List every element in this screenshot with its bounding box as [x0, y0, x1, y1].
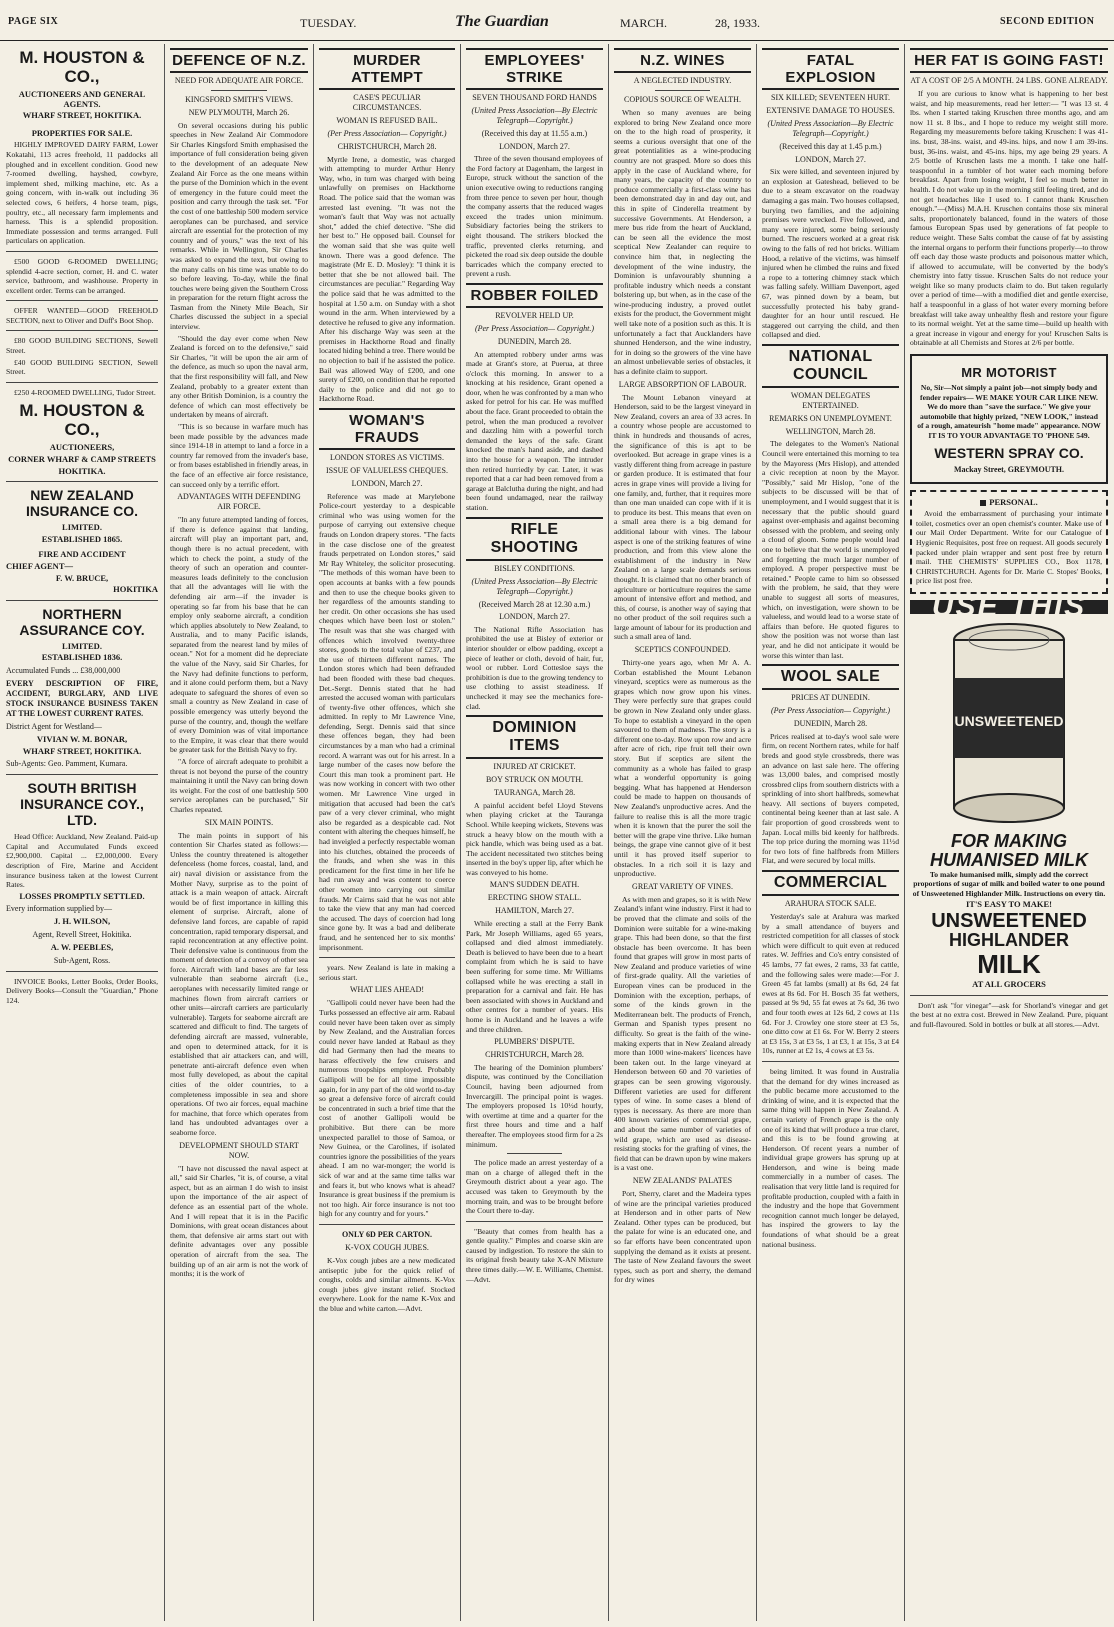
column-rule — [164, 44, 165, 1621]
defence-continued: years. New Zealand is late in making a serious start. — [319, 963, 455, 982]
section-40-ad: £40 GOOD BUILDING SECTION, Sewell Street. — [6, 357, 158, 377]
personal-headline — [916, 498, 1102, 508]
frauds-body: Reference was made at Marylebone Police-court yesterday to a despicable criminal who was using women for the purpose of carrying out extensive cheque frauds on London drapery stores. "The facts in the case disclose one of the greatest frauds perpetrated on London stores," said Mr Ray Whiteley, the solicitor prosecuting. "The methods of this woman have been to open accounts at banks with a few pounds and then to use the cheque books given to her regardless of the amounts standing to her credit. On other occasions she has used cheques which have been lost or stolen." The result was that she was charged with offences which involved twenty-three stores, goods to the total value of £237, and the use of thirteen different names. The London stores which had been defrauded had been flooded with these bad cheques. Det.-Sergt. Dennis stated that he had arrested the accused woman with particulars of twenty-five other offences, which she admitted. In reply to Mr Lawrence Vine, defending, Sergt. Dennis said that since these offences began, they had been circumstances by a man who had a criminal record. A warrant was out for his arrest. In a large number of the cases now before the Court this man took a prominent part. He was now working in concert with two other women. Mr Lawrence Vine urged in mitigation that accused had been the cat's paw of a very clever criminal, who might also be regarded as a despicable cad. Not content with altering the cheques himself, he had inveigled a perfectly respectable woman into his clutches, obtained the proceeds of the frauds, and when she was in this predicament for the first time in her life he had run away and was content to coerce other women into carrying out similar frauds. Mr Cairns said that he was not able to take the view that any man had coerced the accused. The days of coercion had long since gone by. It was a bad and deliberate fraud, and he sentenced her to six months' imprisonment. — [319, 491, 455, 952]
murder-subhead: CASE'S PECULIAR CIRCUMSTANCES. — [352, 93, 422, 112]
commercial-headline: COMMERCIAL — [762, 870, 899, 896]
south-british-name: SOUTH BRITISH INSURANCE COY., LTD. — [20, 780, 144, 829]
wines-subhead-4: SCEPTICS CONFOUNDED. — [634, 645, 731, 655]
frauds-dateline: LONDON, March 27. — [351, 479, 423, 489]
accumulated-funds: Accumulated Funds ... £38,000,000 — [6, 665, 121, 675]
chief-agent-name: F. W. BRUCE, — [55, 572, 109, 583]
nz-insurance-established: ESTABLISHED 1865. — [41, 533, 123, 544]
column-1-ads — [6, 44, 158, 1621]
wilson-name: J. H. WILSON, — [53, 916, 111, 927]
frauds-headline: WOMAN'S FRAUDS — [319, 408, 455, 450]
defence-continued: "Gallipoli could never have been had the Turks possessed an effective air arm. Rabaul could never have been taken over as simply by New Zealand, and the Australian forces could never have landed at Rabaul as they did had Germany then had the means to harass effectively the few cruisers and numerous troopships employed. Probably Gallipoli will be for all time impossible again, for in any part of the old world to-day so great a defensive force of aircraft could be concentrated in such a brief time that the cost of another Gallipoli would be prohibitive. But there can be more unexpected parallel to those of Samoa, or New Guinea, or the Carolines, if isolated countries ignore the possibilities of the years ahead. I am no war-monger; the world is sick of war and at the same time talks war and fears it, but who knows what is ahead? Insurance is great business if the premium is not too high. Air force insurance is not too high for any country and for yours." — [319, 998, 455, 1219]
milk-tin-illustration — [944, 618, 1074, 828]
dominion-dateline: TAURANGA, March 28. — [493, 788, 576, 798]
defence-subhead: NEED FOR ADEQUATE AIR FORCE. — [174, 76, 304, 85]
kvox-headline: ONLY 6D PER CARTON. — [341, 1229, 433, 1239]
column-3-murder — [319, 44, 455, 1621]
nz-insurance-limited: LIMITED. — [62, 522, 102, 533]
divider — [655, 90, 710, 91]
defence-subhead-2: KINGSFORD SMITH'S VIEWS. — [185, 95, 293, 104]
chief-agent-label: CHIEF AGENT— — [6, 561, 73, 571]
defence-body: "I have not discussed the naval aspect at all," said Sir Charles, "it is, of course, a vital aspect, but as an airman I do wish to insist upon the importance of the air aspect of defence as an essential part of the whole. And I will repeat that it is in the Pacific Dominions, with great ocean distances about them, that defensive air arms start out with definite advantages over any possible operation of aircraft from the sea. The building up of an air arm is not the work of months; it is the work of — [170, 1163, 308, 1279]
wines-subhead-5: GREAT VARIETY OF VINES. — [632, 881, 733, 891]
paper-title: The Guardian — [455, 13, 549, 30]
divider — [6, 330, 158, 331]
south-british-text: Head Office: Auckland, New Zealand. Paid-up Capital and Accumulated Funds exceed £2,900,000. Capital ... £2,000,000. Every description of Fire, Marine and Accident insurance business taken at the lowest Current Rates. — [6, 832, 158, 890]
dominion-body: A painful accident befel Lloyd Stevens when playing cricket at the Tauranga School. While keeping wickets, Stevens was struck a heavy blow on the mouth with a pick handle, which was being used as a bat. The accident necessitated two stitches being inserted in the boy's upper lip, after which he was conveyed to his home. — [466, 800, 603, 877]
dominion-body: The police made an arrest yesterday of a man on a charge of alleged theft in the Greymouth district about a year ago. The accused was taken to Greymouth by the morning train, and was to be brought before the Court there to-day. — [466, 1158, 603, 1216]
wool-headline: WOOL SALE — [762, 664, 899, 690]
dominion-subhead-5: PLUMBERS' DISPUTE. — [494, 1037, 575, 1047]
defence-subhead-3: ADVANTAGES WITH DEFENDING AIR FORCE. — [177, 492, 301, 512]
houston-firm-name: M. HOUSTON & CO., — [19, 48, 145, 86]
commercial-subhead: ARAHURA STOCK SALE. — [784, 899, 877, 909]
personal-headline-text: PERSONAL. — [989, 496, 1038, 507]
column-5-wines — [614, 44, 751, 1621]
dwelling-250-ad: £250 4-ROOMED DWELLING, Tudor Street. — [14, 387, 156, 397]
divider — [6, 481, 158, 482]
divider — [6, 774, 158, 775]
explosion-dateline: LONDON, March 27. — [795, 154, 866, 164]
frauds-subhead-2: ISSUE OF VALUELESS CHEQUES. — [326, 466, 448, 476]
divider — [910, 995, 1108, 996]
losses-settled: LOSSES PROMPTLY SETTLED. — [19, 890, 145, 901]
explosion-subhead-2: EXTENSIVE DAMAGE TO HOUSES. — [766, 106, 895, 115]
explosion-credit: (United Press Association—By Electric Telegraph—Copyright.) — [767, 119, 894, 138]
defence-body: "In any future attempted landing of forces, if there is defence against that landing, aircraft will play an important part, and, though there is no actual precedent, with which to check the point, a study of the theory of such an operation and counter-measures leads definitely to the conclusion that all the advantages will lie with the defending air arm—if the invader is operating so far from his base that he can employ only seaborne aircraft, a condition which applies absolutely to New Zealand, to Australia, and to many Pacific islands, separated from the nearest land by miles of ocean." Not for a moment did he depreciate the value of the Navy, said Sir Charles, for the Navy had definite functions to perform, and it alone could perform them, but a Navy adequate to safeguard the shores of even so small a country as New Zealand in case of possible emergency was utterly beyond the purse of the country, and, though the welfare of every Dominion was of vital importance to the Empire, it was clear that there would be greater task for the British Navy to fry. — [170, 515, 308, 755]
strike-received: (Received this day at 11.55 a.m.) — [481, 129, 588, 138]
divider — [507, 1153, 562, 1154]
defence-body: "Should the day ever come when New Zealand is forced on to the defensive," said Sir Charles, "it will be upon the air arm of the defence, as much so upon the naval arm, that the first responsibility will fall, and New Zealand, probably to a greater extent than any other British Dominion, is a country the defence of which can most effectively be undertaken by means of aircraft. — [170, 333, 308, 420]
column-2-defence — [170, 44, 308, 1621]
district-agent-address: WHARF STREET, HOKITIKA. — [22, 745, 142, 756]
motorist-headline: MR MOTORIST — [961, 365, 1057, 381]
strike-credit: (United Press Association—By Electric Telegraph—Copyright.) — [471, 106, 598, 125]
western-spray-address: Mackay Street, GREYMOUTH. — [953, 464, 1065, 474]
dominion-dateline-3: CHRISTCHURCH, March 28. — [485, 1050, 584, 1060]
northern-assurance-name: NORTHERN ASSURANCE COY. — [19, 605, 145, 638]
for-making-headline: FOR MAKING HUMANISED MILK — [930, 830, 1088, 870]
milk-tin-icon — [944, 618, 1074, 828]
murder-dateline: CHRISTCHURCH, March 28. — [337, 142, 437, 151]
nz-insurance-name: NEW ZEALAND INSURANCE CO. — [25, 487, 138, 520]
houston-firm-sub: AUCTIONEERS AND GENERAL AGENTS. — [18, 89, 146, 109]
square-bullet-icon — [980, 500, 986, 506]
divider — [6, 600, 158, 601]
district-agent-name: VIVIAN W. M. BONAR, — [36, 733, 128, 744]
explosion-received: (Received this day at 1.45 p.m.) — [779, 142, 882, 151]
motorist-body: No, Sir—Not simply a paint job—not simply body and fender repairs— WE MAKE YOUR CAR LIKE NEW. We do more than "save the surface." We give your automobile that highly prized, "NEW LOOK," instead of a rough, amateurish "home made" appearance. NOW IT IS TO YOUR ADVANTAGE TO 'PHONE 549. — [917, 383, 1101, 440]
explosion-subhead: SIX KILLED; SEVENTEEN HURT. — [771, 93, 890, 102]
kruschen-body: If you are curious to know what is happening to her best waist, and hip measurements, read her letter:— "I was 13 st. 4 lbs. when I started taking Kruschen three months ago, and am now 11 st. 8 lbs., and I hope to reduce my weight still more. Regarding my measurements before taking Kruschen: I was 41-ins. bust, 38-ins. waist, and 49-ins. hips, and now I am 39-ins. bust, 36-ins. waist, and 45-ins. hips, my age being 29 years. A 2/5 bottle of Kruschen lasts me a month. I take one half-teaspoonful in a tumbler of hot water each morning before breakfast. Apart from losing weight, I feel so much better in health. I do not wake up in the morning still feeling tired, and do not get headaches like I used to. I cannot thank Kruschen enough."—(Miss) M.A.H. Kruschen contains those six mineral salts, proportionately balanced, found in the waters of those famous European Spas used by generations of fat people to reduce weight. These Salts combat the cause of fat by assisting the internal organs to perform their functions properly—to throw off each day those waste products and poisonous matter which, if allowed to accumulate, will be converted by the body's chemistry into fatty tissue. Kruschen Salts do not reduce your weight like so many products claim to do. But taken regularly over a period of time—with a modified diet and gentle exercise, half a teaspoonful in a glass of hot water every morning before breakfast will take away unhealthy flesh and restore your figure to its normal weight. Yet at the same time—build up health with a great increase in vigour and energy for you! Kruschen Salts is obtainable at all Chemists and Stores at 2/6 per bottle. — [910, 89, 1108, 348]
robber-headline: ROBBER FOILED — [466, 283, 603, 308]
dominion-headline: DOMINION ITEMS — [466, 715, 603, 759]
murder-subhead-2: WOMAN IS REFUSED BAIL. — [336, 116, 438, 125]
dairy-farm-ad: HIGHLY IMPROVED DAIRY FARM, Lower Kokatahi, 113 acres freehold, 11 paddocks all ploughed and in excellent condition. Good new 7-roomed dwelling, hayshed, cowbyre, implement shed, milking machine, etc. As a going concern, with in-walk out including 36 selected cows, 6 heifers, 4 horse team, pigs, poultry, etc., all necessary farm implements and harness. This is a splendid proposition. Immediate possession and terms arranged. Full particulars on application. — [6, 140, 158, 246]
divider — [6, 382, 158, 383]
personal-body: Avoid the embarrassment of purchasing your intimate toilet, cosmetics over an open chemist's counter. Make use of our Mail Order Department. Write for our Catalogue of Hygienic Requisites, post free on request. All goods securely packed under plain wrapper and sent post free by return mail. THE CHEMISTS' SUPPLIES CO., Box 1178, CHRISTCHURCH. Agents for Dr. Marie C. Stopes' Books, price list post free. — [916, 509, 1102, 586]
strike-body: Three of the seven thousand employees of the Ford factory at Dagenham, the largest in Europe, struck without the sanction of the union executive owing to reductions ranging from three pence to seven per hour, though the company asserts that the reduced wages exceed the trades union minimum. Subsidiary factories being the strikers to eight thousand. The strikers blocked the traffic, prevented clerks returning, and picketed the road six deep outside the double barricades which the company erected to prevent a rush. — [466, 154, 603, 279]
column-rule — [313, 44, 314, 1621]
divider — [6, 300, 158, 301]
houston-corner-address: CORNER WHARF & CAMP STREETS — [8, 454, 156, 465]
divider — [319, 957, 455, 958]
masthead-month: MARCH. — [620, 16, 668, 30]
murder-credit: (Per Press Association— Copyright.) — [327, 129, 447, 138]
robber-body: An attempted robbery under arms was made at Grant's store, at Puerua, at three o'clock this morning. In answer to a knocking at his residence, Grant opened a door, when he was confronted by a man who asked for petrol for his car. He was muffled about the face. Grant proceeded to obtain the petrol, when the man produced a revolver and dazzling him with a powerful torch demanded the keys of the safe. Grant knocked the man's hand aside, and dashed into the house for a weapon. The intruder then retired hurriedly by car. Later, it was reported that a car had been removed from a garage at Balclutha during the night, and had been found undamaged, near the railway station. — [466, 349, 603, 512]
rifle-body: The National Rifle Association has prohibited the use at Bisley of exterior or interior shoulder or elbow padding, except a piece of leather or cloth, devoid of hair, fur, wool or rubber. Lord Cottesloe says the prohibition is due to the growing tendency to use clothing to assist steadiness. If unchecked it may see the mechanics fore-clad. — [466, 624, 603, 711]
divider — [762, 1061, 899, 1062]
kvox-subhead: K-VOX COUGH JUBES. — [345, 1242, 429, 1252]
defence-body: On several occasions during his public speeches in New Zealand Air Commodore Sir Charles Kingsford Smith emphasised the importance of full consideration being given to the development of an adequate New Zealand Air Force as the one means within the purse of the Dominion which in the event of emergency in the future could meet the position and carry through the task set. "For the cost of one battleship 500 modern service aeroplanes can be purchased, and service aircraft are essential for the protection of my country and of yours," was the text of his remarks. While in Wellington, Sir Charles was asked to expand the text, but owing to the many calls on his time was unable to do so before leaving. To-day, while the final touches were being given the Southern Cross in preparation for the return flight across the Tasman from the Ninety Mile Beach, Sir Charles discussed the subject in a special interview. — [170, 120, 308, 332]
offer-wanted-ad: OFFER WANTED—GOOD FREEHOLD SECTION, next to Oliver and Duff's Boot Shop. — [6, 306, 158, 325]
wines-body: Thirty-one years ago, when Mr A. A. Corban established the Mount Lebanon vineyard, sceptics were as numerous as the grapes which now grow upon his vines. They were perfectly sure that grapes could be grown in New Zealand only under glass. To hope to establish a vineyard in the open savoured to them of madness. The story is a different one to-day. Row upon row and acre after acre of rich, ripe fruit tell their own story. But if sceptics are silent the community as a whole has failed to grasp what a wonderful opportunity is going begging. What has happened at Henderson could be made to happen on thousands of New Zealand's unproductive acres. And the failure to realise this is all the more tragic when it is known that the purer the soil the better will the grape vine thrive. Like human beings, the grape vine cannot give of it best until it has proved itself superior to obstacles. In a rich soil it is lazy and unproductive. — [614, 658, 751, 879]
robber-subhead: REVOLVER HELD UP. — [495, 310, 574, 320]
peebles-address: Sub-Agent, Ross. — [53, 955, 111, 965]
divider — [6, 971, 158, 972]
council-body: The delegates to the Women's National Council were entertained this morning to tea by the Mayoress (Mrs Hislop), and attended a civic reception at noon by the Mayor. "Possibly," said Mr Hislop, "one of the subjects to be discussed will be that of unemployment, and I would suggest that it is necessary that the public should guard against over-emphasis and against becoming obsessed with the problem, and seeing only a cloud of gloom. Some people would lead one to believe that the world is unemployed and forgetting the much larger number of employed. A proper perspective must be retained." People came to him so obsessed with the problem, he said, that they were unable to suggest all sorts of measures, which, on investigation, were shown to be valueless, and would lead to a worse state of affairs than before. He quoted figures to show the position was not worse than last year, and he did not anticipate it would be worse this winter than last. — [762, 439, 899, 660]
for-making-body: To make humanised milk, simply add the correct proportions of sugar of milk and boiled water to one pound of Unsweetened Highlander Milk. Instructions on every tin. — [912, 869, 1106, 898]
wines-subhead-6: NEW ZEALANDS' PALATES — [632, 1175, 733, 1185]
wool-body: Prices realised at to-day's wool sale were firm, on recent Northern rates, while for half breds and good style crossbreds, there was an advance on last sale here. The offering was 13,000 bales, and comprised mostly crossbred clips from southern districts with a sprinkling of into short halfbreds, somewhat heavy. All sections of buyers competed, continental being keener than at last sale. A fair proportion of good crossbreds went to Japan. Local mills bid keenly for halfbreds. The top price during the morning was 11½d for two lots of fine halfbreds from Millers Flat, and were secured by local mills. — [762, 731, 899, 866]
rifle-dateline: LONDON, March 27. — [499, 612, 570, 622]
column-rule — [756, 44, 757, 1621]
column-rule — [608, 44, 609, 1621]
tin-label: UNSWEETENED — [954, 712, 1064, 729]
masthead — [0, 0, 1114, 41]
rifle-headline: RIFLE SHOOTING — [466, 517, 603, 561]
frauds-subhead: LONDON STORES AS VICTIMS. — [330, 453, 444, 463]
dominion-body: While erecting a stall at the Ferry Bank Park, Mr Joseph Williams, aged 65 years, collapsed and died almost immediately. Death is believed to have been due to a heart complaint from which he is said to have been suffering for some time. Mr Williams collapsed while he was erecting a stall in preparation for a carnival and fair. He has been associated with shows in Auckland and other centres for a number of years. His home is in Auckland and he leaves a wife and three children. — [466, 919, 603, 1034]
easy-to-make: IT'S EASY TO MAKE! — [965, 899, 1053, 910]
rifle-credit: (United Press Association—By Electric Telegraph—Copyright.) — [471, 576, 598, 596]
column-4-news — [466, 44, 603, 1621]
dominion-subhead-4: ERECTING SHOW STALL. — [487, 893, 582, 903]
houston-firm-name-2: M. HOUSTON & CO., — [19, 401, 145, 440]
murder-body: Myrtle Irene, a domestic, was charged with attempting to murder Arthur Henry Way, who, in turn was charged with being unlawfully on premises on Hackthorne Road. The police said that the woman was arrested last evening. "It was not the woman's fault that Way was not actually shot," added the chief detective. "She did her best to." He opposed bail. Counsel for the woman said that she was quite well known. There was a good defence. The magistrate (Mr E. D. Mosley): "I think it is better that she be not allowed bail. The circumstances are peculiar." Regarding Way the police said that he was admitted to the hospital at 1.50 a.m. on Sunday with a shot wound in the arm. When interviewed by a detective he refused to give any information. After his discharge Way was seen at the premises in Hackthorne Road and finally located hiding behind a tree. There would be no objection to bail if he assisted the police. Bail was allowed Way of £200, and one surety of £200, on condition that he reported daily to the police and did not go to Hackthorne Road. — [319, 154, 455, 404]
edition-label: SECOND EDITION — [1000, 16, 1095, 27]
divider — [466, 1221, 603, 1222]
defence-subhead-4: SIX MAIN POINTS. — [204, 817, 274, 827]
milk-label: MILK — [977, 948, 1041, 979]
every-description: EVERY DESCRIPTION OF FIRE, ACCIDENT, BURGLARY, AND LIVE STOCK INSURANCE BUSINESS TAKEN AT THE LOWEST CURRENT RATES. — [6, 678, 158, 718]
wines-subhead: A NEGLECTED INDUSTRY. — [633, 76, 732, 85]
council-dateline: WELLINGTON, March 28. — [785, 426, 876, 436]
robber-dateline: DUNEDIN, March 28. — [497, 336, 572, 346]
rifle-subhead: BISLEY CONDITIONS. — [494, 563, 575, 573]
wool-credit: (Per Press Association— Copyright.) — [770, 706, 891, 716]
column-7-ads — [910, 44, 1108, 1621]
dominion-dateline-2: HAMILTON, March 27. — [495, 906, 574, 916]
houston-auctioneers: AUCTIONEERS, — [49, 442, 115, 453]
highlander-label: HIGHLANDER — [949, 929, 1069, 950]
motorist-ad — [910, 354, 1108, 484]
wines-body: The Mount Lebanon vineyard at Henderson, said to be the largest vineyard in New Zealand, covers an area of 33 acres. In a country whose people are accustomed to think in hundreds and thousands of acres, the significance of this is apt to be overlooked. But acreage in grape vines is a vastly different thing from acreage in pasture or garden produce. It is estimated that four acres in grape vines will provide a living for one family, and, further, that it requires more than one man unaided can cope with if it is to produce its best. This means that even on a small area there is a big demand for additional labour with vines. The labour aspect is one of the striking features of wine production, and from this view alone the establishment of the industry in New Zealand on a large scale demands serious thought. It is claimed that no other branch of agriculture or horticulture requires the same amount of intensive effort and method, and this, of course, is another way of saying that no other product of the soil requires such a large amount of labour for its production and such a small area of land. — [614, 392, 751, 642]
kvox-body: K-Vox cough jubes are a new medicated antiseptic jube for the quick relief of coughs, colds and similar ailments. K-Vox cough jubes give instant relief. Stocked everywhere. Look for the name K-Vox and the blue and white carton.—Advt. — [319, 1255, 455, 1313]
section-80-ad: £80 GOOD BUILDING SECTIONS, Sewell Street. — [6, 336, 158, 356]
properties-heading: PROPERTIES FOR SALE. — [31, 127, 133, 138]
at-all-grocers: AT ALL GROCERS — [972, 978, 1046, 989]
what-lies-ahead-subhead: WHAT LIES AHEAD! — [349, 985, 425, 995]
defence-headline: DEFENCE OF N.Z. — [170, 48, 308, 73]
houston-town: HOKITIKA. — [58, 465, 106, 476]
information-supplied: Every information supplied by— — [6, 904, 112, 914]
xan-ad: "Beauty that comes from health has a gentle quality." Pimples and coarse skin are caused by indigestion. To restore the skin to its original fresh beauty take X-AN Mixture three times daily.—W. E. Williams, Chemist.—Advt. — [466, 1226, 603, 1284]
dominion-subhead-3: MAN'S SUDDEN DEATH. — [489, 880, 580, 890]
fire-accident-label: FIRE AND ACCIDENT — [38, 549, 126, 560]
district-agent-label: District Agent for Westland— — [6, 721, 102, 731]
defence-subhead-5: DEVELOPMENT SHOULD START NOW. — [179, 1140, 299, 1160]
wines-continued: being limited. It was found in Australia that the demand for dry wines increased as the public became more accustomed to the drinking of wine, and it is expected that the same thing will happen in New Zealand. A certain variety of French grape is the only one of its kind that will produce a true claret, and this is to be found growing at Henderson. Of recent years a number of individual grape growers has sprung up at Henderson, and wine is being made commercially in a number of cases. The realisation that very little land is required for profitable production, coupled with a faith in the industry and the hope that Government recognition cannot much longer be delayed, has inspired the growers to lay the foundations of what should be a great national business. — [762, 1066, 899, 1249]
wool-dateline: DUNEDIN, March 28. — [793, 719, 868, 729]
northern-limited: LIMITED. — [62, 640, 102, 651]
rifle-received: (Received March 28 at 12.30 a.m.) — [478, 599, 591, 609]
chief-agent-town: HOKITIKA — [113, 584, 158, 595]
personal-ad — [910, 490, 1108, 594]
invoice-books-ad: INVOICE Books, Letter Books, Order Books, Delivery Books—Consult the "Guardian," Phone 124. — [6, 976, 158, 1005]
council-subhead: WOMAN DELEGATES ENTERTAINED. — [790, 390, 871, 410]
defence-body: The main points in support of his contention Sir Charles stated as follows:— Unless the country threatened is altogether defenceless (home forces, coastal, land, and air) naval division or assistance from the Mother Navy, surprise as to the point of attack is a main weapon of attack. Aircraft would be of first importance in killing this element of surprise. Aircraft, alone of defensive land forces, are capable of rapid concentration, rapid temporary dispersal, and rapid reconcentration at any effective point. Their defensive value is continuous from the moment of detection of a convoy of other sea force. Aircraft with land bases are far less vulnerable than seaborne aircraft (i.e., aeroplanes with necessarily limited range or machines flown from aircraft carriers or other units—aircraft carriers are particularly vulnerable). Targets for seaborne aircraft are scattered and difficult to find. The targets of defending aircraft are massed, vulnerable, and open to determined attack, for it is established that air attackers can, and will, penetrate anti-aircraft defence even when most fully developed, as about the capital cities of the older countries, to a completeness impossible in sea and shore operations. Of two air forces, equal machine for machine, that force which operates from land has undoubted advantages over a seaborne force. — [170, 830, 308, 1137]
kruschen-headline: HER FAT IS GOING FAST! — [910, 48, 1108, 73]
column-rule — [460, 44, 461, 1621]
peebles-name: A. W. PEEBLES, — [50, 941, 114, 952]
western-spray-name: WESTERN SPRAY CO. — [934, 444, 1084, 461]
sub-agents: Sub-Agents: Geo. Pamment, Kumara. — [6, 759, 128, 769]
kruschen-subhead: AT A COST OF 2/5 A MONTH. 24 LBS. GONE ALREADY. — [910, 76, 1108, 85]
use-this-banner: USE THIS — [910, 600, 1108, 614]
dominion-subhead: INJURED AT CRICKET. — [493, 762, 576, 772]
column-6-news — [762, 44, 899, 1621]
commercial-body: Yesterday's sale at Arahura was marked by a small attendance of buyers and restricted competition for all classes of stock which were difficult to quit even at reduced rates. W. Jeffries and Co's entry consisted of 45 lambs, 77 fat ewes, 2 rams, 33 fat cattle, and the following sales were made:—For J. Green 45 fat lambs (small) at 8s 6d, 24 fat ewes at 8s 6d. For H. Bosch 35 fat wethers, passed at 9s 9d, 55 fat ewes at 7s 6d, 36 two and four tooth ewes at 12s 6d, 2 cows at 11s 6d. For J. Crowley one store steer at £3 5s, one ditto cow at £1 6s. For W. Berry 2 steers at £3 15s, 3 at £3 5s, 1 at £3, 1 at 15s, 3 at £4 10s, runner at £2 1s, 4 cows at £3 5s. — [762, 912, 899, 1056]
divider — [211, 90, 266, 91]
wines-subhead-2: COPIOUS SOURCE OF WEALTH. — [624, 95, 741, 104]
dominion-subhead-2: BOY STRUCK ON MOUTH. — [485, 775, 584, 785]
houston-address: WHARF STREET, HOKITIKA. — [22, 110, 142, 121]
council-headline: NATIONAL COUNCIL — [762, 344, 899, 388]
robber-credit: (Per Press Association— Copyright.) — [474, 323, 595, 333]
dominion-body: The hearing of the Dominion plumbers' dispute, was continued by the Conciliation Council, having been adjourned from Invercargill. The principal point is wages. The employers proposed 1s 10½d hourly, with overtime at time and a quarter for the first three hours and time and a half thereafter. The employees stood firm for a 2s minimum. — [466, 1062, 603, 1149]
strike-headline: EMPLOYEES' STRIKE — [466, 48, 603, 90]
wool-subhead: PRICES AT DUNEDIN. — [791, 693, 870, 703]
wines-body: Port, Sherry, claret and the Madeira types of wine are the principal varieties produced at Henderson and in other parts of New Zealand. Other types can be produced, but the palate for wine is an educated one, and so far efforts have been concentrated upon supplying the demand as it exists at present. The taste of New Zealand favours the sweet types, such as port and sherry, the demand for dry wines — [614, 1188, 751, 1285]
northern-established: ESTABLISHED 1836. — [41, 652, 123, 663]
wilson-address: Agent, Revell Street, Hokitika. — [32, 929, 132, 939]
masthead-date: 28, 1933. — [715, 16, 760, 30]
defence-body: "This is so because in warfare much has been made possible by the advances made since 1914-18 in attempt to land a force in a country far removed from the invader's base, or from bases established in friendly areas, in the face of an effective air force resistance, can succeed only by a terrific effort. — [170, 422, 308, 489]
wines-body: As with men and grapes, so it is with New Zealand's infant wine industry. First it had to be proved that the climate and soils of the Dominion were suitable for a wine-making grape. This had been done, so that the first obstacle has been overcome. It has been found that grapes will grow in most parts of New Zealand and produce varieties of wine of first-grade quality. All the varieties of European vines can be produced in the Dominion with the exception, perhaps, of some of the kinds grown in the Mediterranean belt. The products of French, German and Spanish types present no difficulty. So great is the faith of the wine-making experts that in New Zealand already more than 1000 wine-makers' licences have been taken out. In the large vineyard at Henderson between 60 and 70 varieties of grapes can be seen growing vigorously. Different varieties are used for different types of wine. In some cases a blend of types is necessary. As there are more than 400 known varieties of commercial grape, and about the same number of varieties of wild grape, which are used as disease-resisting stocks for the grafting of vines, the field that can be drawn upon by wine makers is a vast one. — [614, 894, 751, 1173]
dwelling-500-ad: £500 GOOD 6-ROOMED DWELLING; splendid 4-acre section, corner, H. and C. water service, bathroom, and washhouse. Property in excellent order. Terms can be arranged. — [6, 256, 158, 295]
wines-subhead-3: LARGE ABSORPTION OF LABOUR. — [618, 379, 747, 389]
page-number: PAGE SIX — [8, 16, 59, 27]
column-rule — [904, 44, 905, 1621]
shorland-vinegar-ad: Don't ask "for vinegar"—ask for Shorland's vinegar and get the best at no extra cost. Brewed in New Zealand. Pure, piquant and full-flavoured. Sold in bottles or bulk at all stores.—Advt. — [910, 1000, 1108, 1029]
divider — [319, 1224, 455, 1225]
explosion-body: Six were killed, and seventeen injured by an explosion at Gateshead, believed to be due to a steam excavator on the roadway damaging a gas main. Two houses collapsed, burying two families, and the adjoining premises were wrecked. Five followed, and many were injured, some being seriously burned. The rescuers worked at a great risk owing to the falls of red hot bricks. William Hood, a relative of the victims, was himself injured when he climbed the ruins and fixed a rope to a tottering chimney stack which was falling safely. William Davenport, aged 67, was pinned down by a beam, but successfully protected his baby grand-daughter for an hour until rescued. He staggered out carrying the child, and then collapsed and died. — [762, 167, 899, 340]
masthead-day: TUESDAY. — [300, 16, 357, 30]
council-subhead-2: REMARKS ON UNEMPLOYMENT. — [769, 413, 892, 423]
strike-dateline: LONDON, March 27. — [499, 141, 570, 151]
defence-body: "A force of aircraft adequate to prohibit a threat is not beyond the purse of the country maintaining it until the Navy can bring down its weight. For the cost of one battleship 500 service aeroplanes can be purchased," Sir Charles repeated. — [170, 757, 308, 814]
wines-headline: N.Z. WINES — [614, 48, 751, 73]
strike-subhead: SEVEN THOUSAND FORD HANDS — [472, 93, 597, 102]
explosion-headline: FATAL EXPLOSION — [762, 48, 899, 90]
murder-headline: MURDER ATTEMPT — [319, 48, 455, 90]
wines-body: When so many avenues are being explored to bring New Zealand once more on the to the high road of prosperity, it seems a curious oversight that one of the great potentialities as a wine-producing country are not grasped. More so does this apply in the case of Auckland where, for many years, the capacity of the country to produce commercially a first-class wine has been demonstrated day in and day out, and this in spite of Cinderella treatment by successive Governments. At Henderson, a mere bus ride from the heart of Auckland, can be seen all the evidence the most sceptical New Zealander can require to convince him that, in neglecting the development of the wine industry, the Dominion is unfavourably shunning a profitable industry which needs a constant bolstering up, but when, as in the case of the wine-producing industry, a proved outlet exists for the product, the Government might well take note of a position such as this. It is unfortunately a fact that Aucklanders have shunned Henderson, and the wine industry, for in doing so the growers of the vine have an almost unbelievable series of obstacles, it has a definite claim to support. — [614, 108, 751, 377]
defence-dateline: NEW PLYMOUTH, March 26. — [188, 108, 290, 117]
divider — [6, 251, 158, 252]
unsweetened-label: UNSWEETENED — [931, 909, 1087, 932]
